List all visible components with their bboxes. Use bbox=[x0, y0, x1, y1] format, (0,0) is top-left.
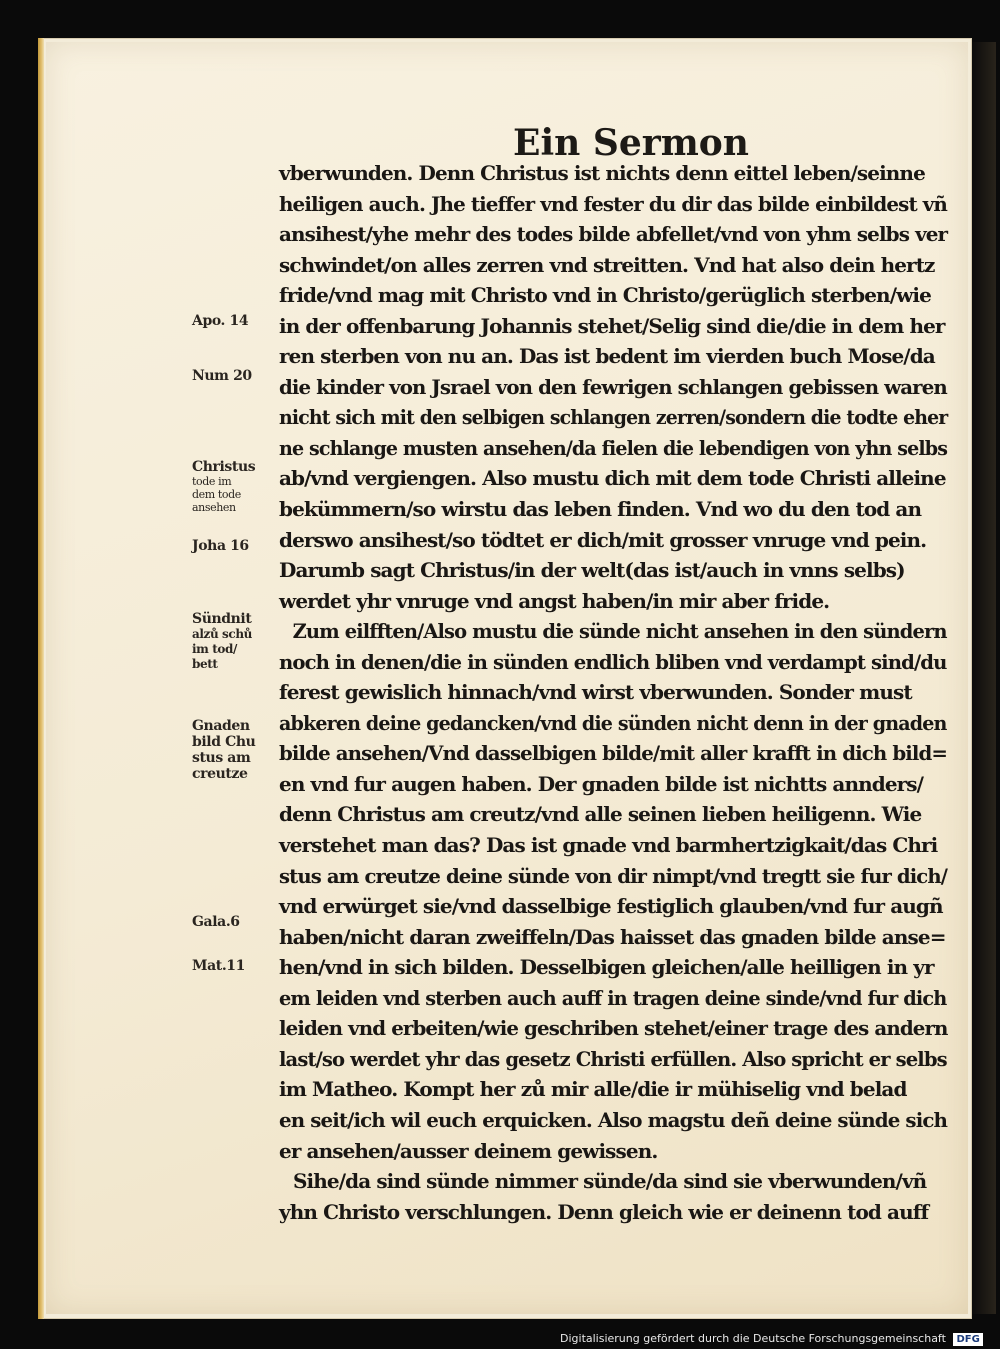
text-line: die kinder von Jsrael von den fewrigen schlangen gebissen waren bbox=[279, 374, 947, 399]
text-line: vnd erwürget sie/vnd dasselbige festiglich glauben/vnd fur augñ bbox=[279, 894, 943, 919]
text-line: verstehet man das? Das ist gnade vnd barmhertzigkait/das Chri bbox=[279, 833, 938, 858]
text-line: heiligen auch. Jhe tieffer vnd fester du dir das bilde einbildest vñ bbox=[279, 191, 947, 216]
text-line: leiden vnd erbeiten/wie geschriben stehet/einer trage des andern bbox=[279, 1016, 948, 1041]
spine-shadow bbox=[970, 42, 996, 1314]
text-line: fride/vnd mag mit Christo vnd in Christo/gerüglich sterben/wie bbox=[279, 283, 931, 308]
text-line: Zum eilfften/Also mustu die sünde nicht ansehen in den sündern bbox=[292, 619, 947, 644]
text-line: ren sterben von nu an. Das ist bedent im vierden buch Mose/da bbox=[279, 344, 935, 369]
digitization-footer bbox=[560, 1329, 980, 1349]
text-line: im Matheo. Kompt her zů mir alle/die ir mühiselig vnd belad bbox=[279, 1077, 907, 1102]
text-line: werdet yhr vnruge vnd angst haben/in mir aber fride. bbox=[279, 588, 830, 613]
board-edge bbox=[38, 38, 44, 1319]
text-line: ferest gewislich hinnach/vnd wirst vberwunden. Sonder must bbox=[279, 680, 912, 705]
text-line: bekümmern/so wirstu das leben finden. Vnd wo du den tod an bbox=[279, 497, 922, 522]
text-line: yhn Christo verschlungen. Denn gleich wie er deinenn tod auff bbox=[279, 1199, 929, 1224]
text-line: ab/vnd vergiengen. Also mustu dich mit dem tode Christi alleine bbox=[279, 466, 946, 491]
margin-note: Num 20 bbox=[192, 368, 252, 384]
margin-note: Gnaden bild Chu stus am creutze bbox=[192, 718, 256, 782]
running-head: Ein Sermon bbox=[513, 122, 749, 164]
text-line: abkeren deine gedancken/vnd die sünden nicht denn in der gnaden bbox=[279, 710, 947, 735]
text-line: denn Christus am creutz/vnd alle seinen lieben heiligenn. Wie bbox=[279, 802, 922, 827]
margin-note: Joha 16 bbox=[192, 538, 249, 554]
text-line: stus am creutze deine sünde von dir nimpt/vnd tregtt sie fur dich/ bbox=[279, 863, 948, 888]
main-text bbox=[279, 158, 947, 1227]
text-line: in der offenbarung Johannis stehet/Selig sind die/die in dem her bbox=[279, 313, 945, 338]
text-line: en vnd fur augen haben. Der gnaden bilde ist nichtts annders/ bbox=[279, 771, 924, 796]
margin-note: Gala.6 bbox=[192, 914, 240, 930]
text-line: Darumb sagt Christus/in der welt(das ist/auch in vnns selbs) bbox=[279, 558, 905, 583]
text-line: last/so werdet yhr das gesetz Christi erfüllen. Also spricht er selbs bbox=[279, 1046, 947, 1071]
text-line: ansihest/yhe mehr des todes bilde abfellet/vnd von yhm selbs ver bbox=[279, 222, 948, 247]
text-line: em leiden vnd sterben auch auff in tragen deine sinde/vnd fur dich bbox=[279, 985, 947, 1010]
text-line: derswo ansihest/so tödtet er dich/mit grosser vnruge vnd pein. bbox=[279, 527, 927, 552]
footer-text: Digitalisierung gefördert durch die Deutsche Forschungsgemeinschaft bbox=[560, 1332, 946, 1345]
margin-note: Mat.11 bbox=[192, 958, 245, 974]
text-line: er ansehen/ausser deinem gewissen. bbox=[279, 1138, 658, 1163]
dfg-logo: DFG bbox=[953, 1333, 982, 1346]
text-line: noch in denen/die in sünden endlich bliben vnd verdampt sind/du bbox=[279, 649, 947, 674]
text-line: hen/vnd in sich bilden. Desselbigen gleichen/alle heilligen in yr bbox=[279, 955, 934, 980]
text-line: ne schlange musten ansehen/da fielen die lebendigen von yhn selbs bbox=[279, 435, 948, 460]
margin-note: Christus tode im dem tode ansehen bbox=[192, 459, 256, 514]
text-line: haben/nicht daran zweiffeln/Das haisset das gnaden bilde anse= bbox=[279, 924, 946, 949]
margin-note: Apo. 14 bbox=[192, 313, 249, 329]
text-line: Sihe/da sind sünde nimmer sünde/da sind sie vberwunden/vñ bbox=[293, 1169, 927, 1194]
text-line: nicht sich mit den selbigen schlangen zerren/sondern die todte eher bbox=[279, 405, 948, 430]
text-line: bilde ansehen/Vnd dasselbigen bilde/mit aller krafft in dich bild= bbox=[279, 741, 948, 766]
text-line: schwindet/on alles zerren vnd streitten. Vnd hat also dein hertz bbox=[279, 252, 935, 277]
margin-note: Sündnit alzů schů im tod/ bett bbox=[192, 611, 252, 671]
text-line: en seit/ich wil euch erquicken. Also magstu deñ deine sünde sich bbox=[279, 1107, 948, 1132]
text-line: vberwunden. Denn Christus ist nichts denn eittel leben/seinne bbox=[279, 161, 925, 185]
